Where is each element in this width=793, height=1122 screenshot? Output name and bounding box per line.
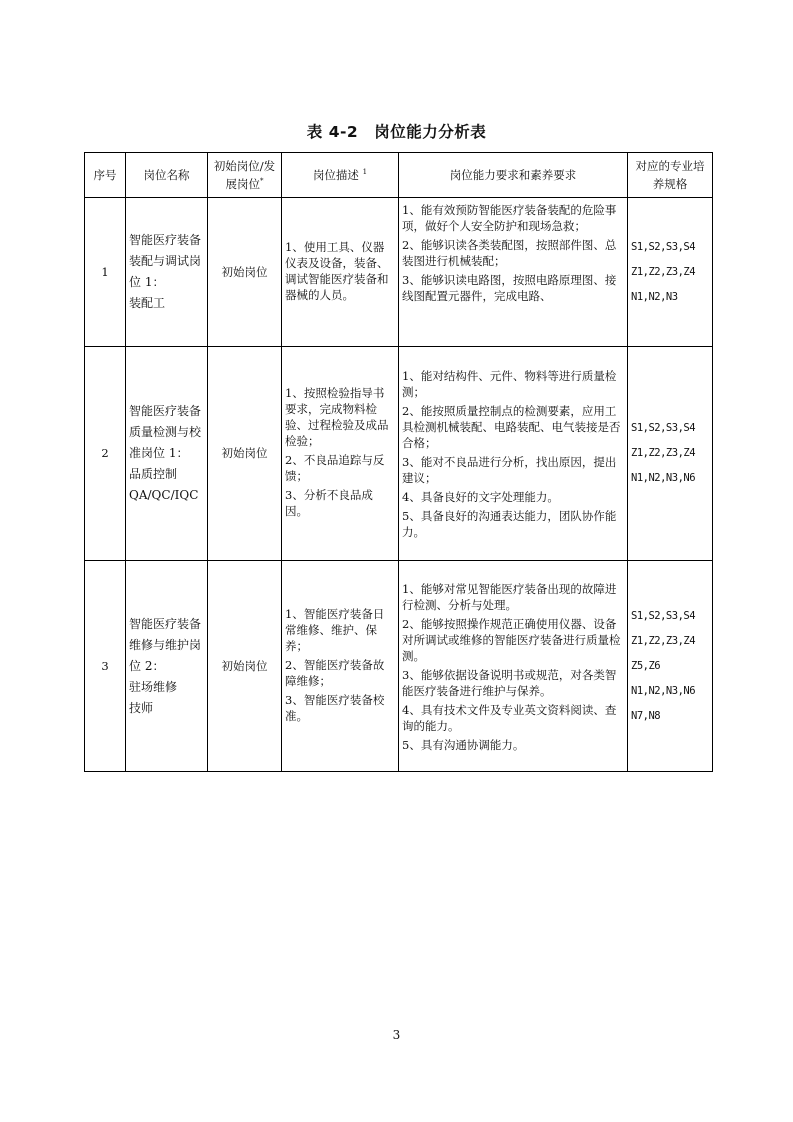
row-ability: 1、能对结构件、元件、物料等进行质量检测； 2、能按照质量控制点的检测要素，应用工具检测机械装配、电路装配、电气装接是否合格； 3、能对不良品进行分析，找出原因，提出建议； 4、具备良好的文字处理能力。 5、具备良好的沟通表达能力，团队协作能力。 <box>399 347 628 561</box>
row-seq: 2 <box>85 347 126 561</box>
header-spec: 对应的专业培养规格 <box>628 153 713 198</box>
header-initial-dev: 初始岗位/发展岗位* <box>208 153 282 198</box>
row-spec: S1,S2,S3,S4 Z1,Z2,Z3,Z4 Z5,Z6 N1,N2,N3,N6 N7,N8 <box>628 561 713 772</box>
row-post-name: 智能医疗装备质量检测与校准岗位 1： 品质控制 QA/QC/IQC <box>126 347 208 561</box>
header-post-name: 岗位名称 <box>126 153 208 198</box>
header-desc: 岗位描述 $^1$ <box>282 153 399 198</box>
post-ability-table <box>84 152 713 772</box>
row-spec: S1,S2,S3,S4 Z1,Z2,Z3,Z4 N1,N2,N3,N6 <box>628 347 713 561</box>
row-post-name: 智能医疗装备装配与调试岗位 1： 装配工 <box>126 198 208 347</box>
row-spec: S1,S2,S3,S4 Z1,Z2,Z3,Z4 N1,N2,N3 <box>628 198 713 347</box>
row-ability: 1、能够对常见智能医疗装备出现的故障进行检测、分析与处理。 2、能够按照操作规范正确使用仪器、设备对所调试或维修的智能医疗装备进行质量检测。 3、能够依据设备说明书或规范，对各类智能医疗装备进行维护与保养。 4、具有技术文件及专业英文资料阅读、查询的能力。 5、具有沟通协调能力。 <box>399 561 628 772</box>
page-number: 3 <box>392 1028 401 1042</box>
table-title: 表 4-2 岗位能力分析表 <box>306 123 487 141</box>
header-seq: 序号 <box>85 153 126 198</box>
table-header-row <box>85 153 713 198</box>
row-post-name: 智能医疗装备维修与维护岗位 2： 驻场维修 技师 <box>126 561 208 772</box>
row-type: 初始岗位 <box>208 198 282 347</box>
row-desc: 1、智能医疗装备日常维修、维护、保养； 2、智能医疗装备故障维修； 3、智能医疗装备校准。 <box>282 561 399 772</box>
row-desc: 1、使用工具、仪器仪表及设备，装备、调试智能医疗装备和器械的人员。 <box>282 198 399 347</box>
row-type: 初始岗位 <box>208 561 282 772</box>
row-ability: 1、能有效预防智能医疗装备装配的危险事项，做好个人安全防护和现场急救； 2、能够识读各类装配图，按照部件图、总装图进行机械装配； 3、能够识读电路图，按照电路原理图、接线图配置元器件，完成电路、 <box>399 198 628 347</box>
header-ability: 岗位能力要求和素养要求 <box>399 153 628 198</box>
table-row <box>85 561 713 772</box>
table-row <box>85 347 713 561</box>
table-row <box>85 198 713 347</box>
row-seq: 3 <box>85 561 126 772</box>
row-desc: 1、按照检验指导书要求，完成物料检验、过程检验及成品检验； 2、不良品追踪与反馈； 3、分析不良品成因。 <box>282 347 399 561</box>
row-seq: 1 <box>85 198 126 347</box>
row-type: 初始岗位 <box>208 347 282 561</box>
